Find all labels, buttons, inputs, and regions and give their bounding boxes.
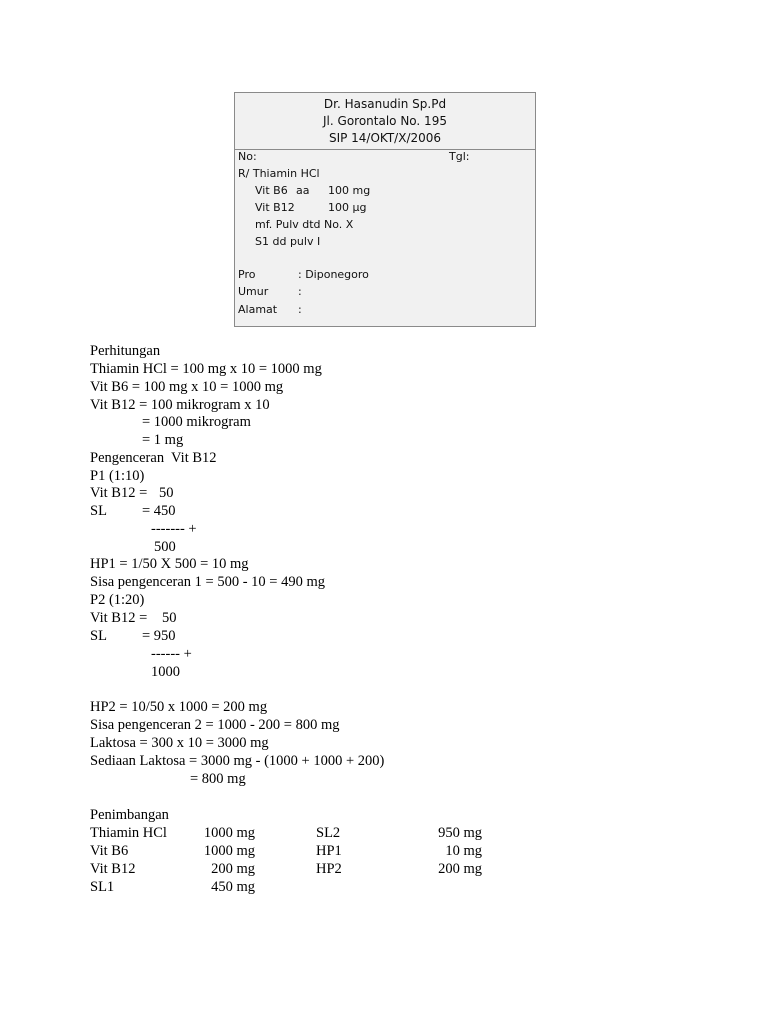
p1-total: 500 <box>154 539 176 555</box>
pro-value: : Diponegoro <box>298 268 369 281</box>
p2-sum-line: ------ + <box>151 646 192 662</box>
hp1-line: HP1 = 1/50 X 500 = 10 mg <box>90 556 249 572</box>
p2-vitb12-value: 50 <box>162 610 177 626</box>
p2-total: 1000 <box>151 664 180 680</box>
weighing-left-value: 200 mg <box>211 861 255 877</box>
p1-vitb12-label: Vit B12 = <box>90 485 148 501</box>
tgl-label: Tgl: <box>449 150 470 163</box>
p1-sl-value: = 450 <box>142 503 176 519</box>
weighing-right-name: HP2 <box>316 861 342 877</box>
vitb12-dose: 100 µg <box>328 201 367 214</box>
weighing-right-value: 10 mg <box>445 843 482 859</box>
umur-value: : <box>298 285 302 298</box>
prescription-header <box>235 93 535 150</box>
doctor-address: Jl. Gorontalo No. 195 <box>323 114 447 128</box>
vitb6-dose: 100 mg <box>328 184 371 197</box>
p1-vitb12-value: 50 <box>159 485 174 501</box>
doctor-name: Dr. Hasanudin Sp.Pd <box>323 97 447 111</box>
calc-line-thiamin: Thiamin HCl = 100 mg x 10 = 1000 mg <box>90 361 322 377</box>
weighing-right-name: SL2 <box>316 825 341 841</box>
calc-line-vitb6: Vit B6 = 100 mg x 10 = 1000 mg <box>90 379 284 395</box>
weighing-left-value: 450 mg <box>211 879 255 895</box>
weighing-heading: Penimbangan <box>90 807 169 823</box>
hp2-line: HP2 = 10/50 x 1000 = 200 mg <box>90 699 268 715</box>
p2-sl-value: = 950 <box>142 628 176 644</box>
alamat-value: : <box>298 303 302 316</box>
remainder-2-line: Sisa pengenceran 2 = 1000 - 200 = 800 mg <box>90 717 340 733</box>
weighing-left-value: 1000 mg <box>203 825 255 841</box>
vitb6-aa: aa <box>296 184 310 197</box>
signa-line: S1 dd pulv I <box>255 235 321 248</box>
lactose-line: Laktosa = 300 x 10 = 3000 mg <box>90 735 269 751</box>
pro-label: Pro <box>238 268 256 281</box>
vitb6-name: Vit B6 <box>255 184 288 197</box>
prescription-card <box>234 92 536 327</box>
p2-sl-label: SL <box>90 628 107 644</box>
p2-vitb12-label: Vit B12 = <box>90 610 148 626</box>
calc-heading: Perhitungan <box>90 343 161 359</box>
weighing-left-name: Vit B12 <box>90 861 136 877</box>
vitb12-name: Vit B12 <box>255 201 295 214</box>
p1-label: P1 (1:10) <box>90 468 145 484</box>
no-label: No: <box>238 150 257 163</box>
weighing-right-value: 950 mg <box>438 825 482 841</box>
calc-line-vitb12: Vit B12 = 100 mikrogram x 10 <box>90 397 270 413</box>
weighing-left-name: Thiamin HCl <box>90 825 167 841</box>
p1-sum-line: ------- + <box>151 521 197 537</box>
umur-label: Umur <box>238 285 269 298</box>
weighing-right-value: 200 mg <box>438 861 482 877</box>
doctor-sip: SIP 14/OKT/X/2006 <box>328 131 442 145</box>
p2-label: P2 (1:20) <box>90 592 145 608</box>
weighing-left-name: Vit B6 <box>90 843 129 859</box>
lactose-dosage-result: = 800 mg <box>190 771 246 787</box>
weighing-left-name: SL1 <box>90 879 115 895</box>
calc-line-vitb12-mcg: = 1000 mikrogram <box>142 414 251 430</box>
alamat-label: Alamat <box>238 303 278 316</box>
lactose-dosage-line: Sediaan Laktosa = 3000 mg - (1000 + 1000 + 200) <box>90 753 385 769</box>
weighing-left-value: 1000 mg <box>203 843 255 859</box>
recipe-line: R/ Thiamin HCl <box>238 167 320 180</box>
weighing-right-name: HP1 <box>316 843 342 859</box>
remainder-1-line: Sisa pengenceran 1 = 500 - 10 = 490 mg <box>90 574 326 590</box>
mf-line: mf. Pulv dtd No. X <box>255 218 354 231</box>
dilution-heading: Pengenceran Vit B12 <box>90 450 217 466</box>
calc-line-vitb12-mg: = 1 mg <box>142 432 184 448</box>
p1-sl-label: SL <box>90 503 107 519</box>
